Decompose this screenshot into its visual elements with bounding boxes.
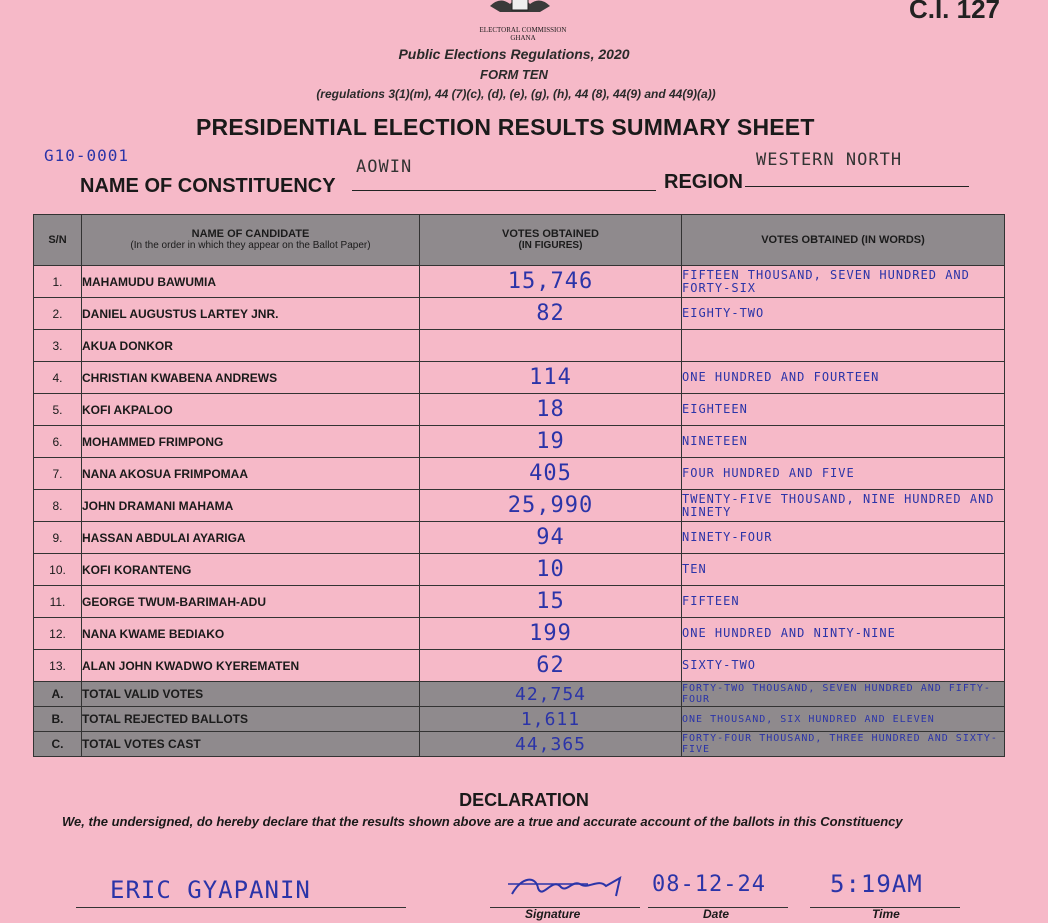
row-name: JOHN DRAMANI MAHAMA <box>82 490 420 522</box>
coat-of-arms-emblem <box>480 0 560 14</box>
row-sn: 13. <box>34 650 82 682</box>
row-sn: 7. <box>34 458 82 490</box>
declaration-heading: DECLARATION <box>459 790 589 810</box>
row-name: MAHAMUDU BAWUMIA <box>82 266 420 298</box>
row-sn: 11. <box>34 586 82 618</box>
table-row <box>34 394 1005 426</box>
header-name-label: NAME OF CANDIDATE <box>191 228 310 240</box>
row-name: NANA KWAME BEDIAKO <box>82 618 420 650</box>
row-name: KOFI AKPALOO <box>82 394 420 426</box>
row-words: ONE HUNDRED AND NINTY-NINE <box>682 618 1005 650</box>
row-name: ALAN JOHN KWADWO KYEREMATEN <box>82 650 420 682</box>
row-name: NANA AKOSUA FRIMPOMAA <box>82 458 420 490</box>
row-sn: 8. <box>34 490 82 522</box>
row-words: FIFTEEN <box>682 586 1005 618</box>
row-words: EIGHTEEN <box>682 394 1005 426</box>
row-sn: 4. <box>34 362 82 394</box>
row-name: GEORGE TWUM-BARIMAH-ADU <box>82 586 420 618</box>
row-words <box>682 330 1005 362</box>
declaration-time: 5:19AM <box>830 870 923 898</box>
region-label: REGION <box>664 171 743 193</box>
row-figures: 1,611 <box>420 707 682 732</box>
table-row <box>34 458 1005 490</box>
header-figures-label: VOTES OBTAINED <box>502 228 599 240</box>
signature-label: Signature <box>525 907 581 921</box>
row-figures: 19 <box>420 426 682 458</box>
table-row <box>34 298 1005 330</box>
ci-number: C.I. 127 <box>908 0 1000 24</box>
row-sn: 6. <box>34 426 82 458</box>
row-words: NINETEEN <box>682 426 1005 458</box>
signature-mark <box>508 872 638 902</box>
row-figures: 44,365 <box>420 732 682 757</box>
header-name <box>82 215 420 266</box>
row-words: TEN <box>682 554 1005 586</box>
row-figures: 94 <box>420 522 682 554</box>
row-figures: 42,754 <box>420 682 682 707</box>
row-sn: 2. <box>34 298 82 330</box>
row-sn: 5. <box>34 394 82 426</box>
row-sn: 3. <box>34 330 82 362</box>
table-row <box>34 586 1005 618</box>
region-line <box>745 186 969 187</box>
row-figures: 199 <box>420 618 682 650</box>
row-words: NINETY-FOUR <box>682 522 1005 554</box>
header-sn: S/N <box>34 215 82 266</box>
row-words: FOUR HUNDRED AND FIVE <box>682 458 1005 490</box>
date-label: Date <box>703 907 730 921</box>
row-figures: 62 <box>420 650 682 682</box>
row-name: KOFI KORANTENG <box>82 554 420 586</box>
total-row <box>34 732 1005 757</box>
table-row <box>34 362 1005 394</box>
table-row <box>34 490 1005 522</box>
candidate-rows <box>34 266 1005 757</box>
constituency-label: NAME OF CONSTITUENCY <box>80 175 336 197</box>
header-words: VOTES OBTAINED (IN WORDS) <box>682 215 1005 266</box>
table-row <box>34 426 1005 458</box>
declaration-text: We, the undersigned, do hereby declare that the results shown above are a true and accurate account of the ballots in this Constituency <box>62 814 903 829</box>
row-name: TOTAL REJECTED BALLOTS <box>82 707 420 732</box>
total-row <box>34 707 1005 732</box>
row-name: HASSAN ABDULAI AYARIGA <box>82 522 420 554</box>
row-figures: 82 <box>420 298 682 330</box>
row-words: ONE THOUSAND, SIX HUNDRED AND ELEVEN <box>682 707 1005 732</box>
row-figures: 15 <box>420 586 682 618</box>
row-sn: 12. <box>34 618 82 650</box>
table-row <box>34 522 1005 554</box>
row-figures <box>420 330 682 362</box>
regulations-reference: (regulations 3(1)(m), 44 (7)(c), (d), (e), (g), (h), 44 (8), 44(9) and 44(9)(a)) <box>316 87 716 101</box>
row-figures: 10 <box>420 554 682 586</box>
constituency-line <box>352 190 656 191</box>
row-figures: 405 <box>420 458 682 490</box>
region-value: WESTERN NORTH <box>756 150 903 170</box>
row-sn: 1. <box>34 266 82 298</box>
row-words: FORTY-TWO THOUSAND, SEVEN HUNDRED AND FIFTY-FOUR <box>682 682 1005 707</box>
table-header-row <box>34 215 1005 266</box>
row-figures: 15,746 <box>420 266 682 298</box>
constituency-value: AOWIN <box>356 157 413 177</box>
row-words: FORTY-FOUR THOUSAND, THREE HUNDRED AND SIXTY-FIVE <box>682 732 1005 757</box>
row-name: DANIEL AUGUSTUS LARTEY JNR. <box>82 298 420 330</box>
table-row <box>34 330 1005 362</box>
regulations-title: Public Elections Regulations, 2020 <box>398 46 630 62</box>
row-figures: 114 <box>420 362 682 394</box>
form-number: FORM TEN <box>480 67 548 82</box>
row-name: TOTAL VOTES CAST <box>82 732 420 757</box>
table-row <box>34 618 1005 650</box>
time-label: Time <box>872 907 900 921</box>
row-words: FIFTEEN THOUSAND, SEVEN HUNDRED AND FORTY-SIX <box>682 266 1005 298</box>
row-sn: B. <box>34 707 82 732</box>
row-sn: C. <box>34 732 82 757</box>
table-row <box>34 650 1005 682</box>
row-words: EIGHTY-TWO <box>682 298 1005 330</box>
row-words: SIXTY-TWO <box>682 650 1005 682</box>
results-table <box>33 214 1005 757</box>
total-row <box>34 682 1005 707</box>
row-sn: 10. <box>34 554 82 586</box>
row-sn: 9. <box>34 522 82 554</box>
row-words: ONE HUNDRED AND FOURTEEN <box>682 362 1005 394</box>
commission-country: GHANA <box>510 34 536 42</box>
row-name: CHRISTIAN KWABENA ANDREWS <box>82 362 420 394</box>
commission-name: ELECTORAL COMMISSION <box>479 26 567 34</box>
row-name: MOHAMMED FRIMPONG <box>82 426 420 458</box>
declaration-date: 08-12-24 <box>652 872 766 897</box>
sheet-title: PRESIDENTIAL ELECTION RESULTS SUMMARY SHEET <box>196 114 815 140</box>
returning-officer-name: ERIC GYAPANIN <box>110 876 311 904</box>
header-name-sub: (In the order in which they appear on the Ballot Paper) <box>130 240 371 251</box>
row-words: TWENTY-FIVE THOUSAND, NINE HUNDRED AND NINETY <box>682 490 1005 522</box>
commission-block <box>468 26 578 42</box>
header-figures <box>420 215 682 266</box>
row-figures: 18 <box>420 394 682 426</box>
row-name: TOTAL VALID VOTES <box>82 682 420 707</box>
row-figures: 25,990 <box>420 490 682 522</box>
officer-line <box>76 907 406 908</box>
row-sn: A. <box>34 682 82 707</box>
header-figures-sub: (IN FIGURES) <box>518 240 583 251</box>
row-name: AKUA DONKOR <box>82 330 420 362</box>
table-row <box>34 266 1005 298</box>
table-row <box>34 554 1005 586</box>
constituency-code: G10-0001 <box>44 146 130 165</box>
